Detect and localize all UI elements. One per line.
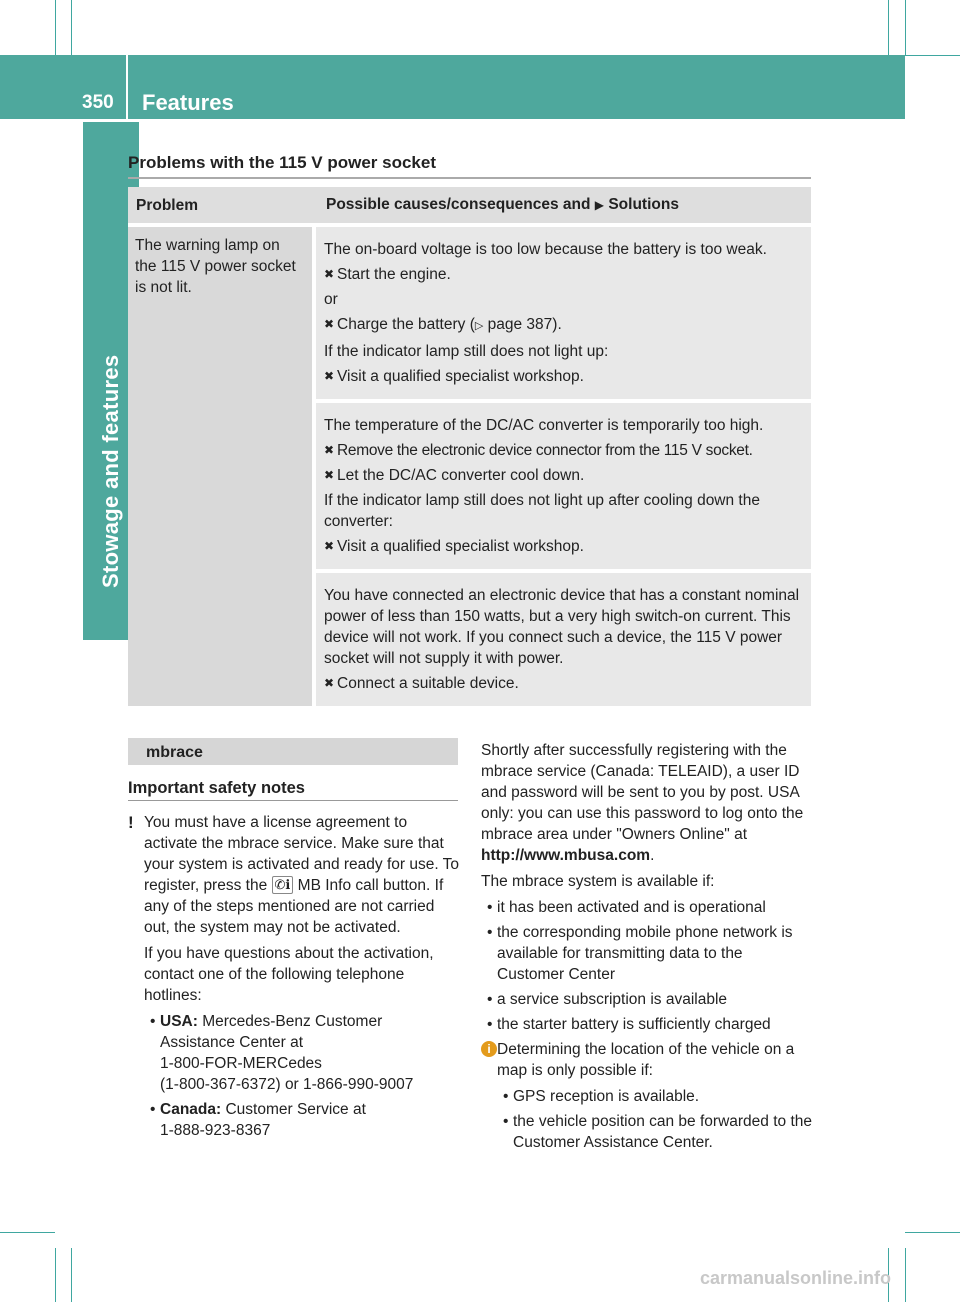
page-number: 350	[82, 92, 114, 113]
solution-block-2	[316, 399, 811, 569]
solution-block-3	[316, 569, 811, 706]
watermark: carmanualsonline.info	[700, 1268, 892, 1288]
header-bar	[0, 55, 905, 119]
list-item	[481, 989, 813, 1010]
or-text: or	[324, 291, 338, 308]
bullet-dot: •	[487, 991, 493, 1008]
chapter-title: Features	[142, 90, 234, 115]
mbrace-heading: mbrace	[146, 744, 203, 761]
step-text: Let the DC/AC converter cool down.	[337, 467, 585, 484]
step-item	[324, 314, 805, 337]
solution-block-1	[316, 227, 811, 399]
page-reference-link[interactable]: page 387).	[487, 316, 562, 333]
safety-rule	[128, 800, 458, 801]
arrow-icon: ✖	[324, 539, 335, 553]
crop-mark	[905, 1248, 906, 1302]
canada-label: Canada:	[160, 1101, 222, 1118]
bullet-text: GPS reception is available.	[513, 1088, 700, 1105]
list-item	[497, 1111, 813, 1153]
crop-mark	[55, 0, 56, 55]
problem-table	[128, 187, 811, 706]
usa-text: Mercedes-Benz Customer Assistance Center at	[160, 1013, 383, 1051]
crop-mark	[905, 1232, 960, 1233]
right-column	[481, 740, 813, 1157]
intro-text: Shortly after successfully registering with the mbrace service (Canada: TELEAID), a user ID and password will be sent to you by post. USA only: you can use this password to log onto the mbrace area under "Owners Online" at	[481, 742, 804, 843]
availability-text: The mbrace system is available if:	[481, 873, 715, 890]
crop-mark	[71, 1248, 72, 1302]
solutions-cell	[314, 225, 811, 706]
bullet-text: the vehicle position can be forwarded to the Customer Assistance Center.	[513, 1113, 812, 1151]
usa-label: USA:	[160, 1013, 198, 1030]
warning-text: You must have a license agreement to activate the mbrace service. Make sure that your system is activated and ready for use. To register, press the	[144, 814, 460, 894]
header-solutions-prefix: Possible causes/consequences and	[326, 196, 591, 213]
bullet-dot: •	[150, 1013, 156, 1030]
arrow-icon: ✖	[324, 267, 335, 281]
step-text: Remove the electronic device connector from the 115 V socket.	[337, 442, 753, 459]
cause-text: You have connected an electronic device that has a constant nominal power of less than 150 watts, but a very high switch-on current. This device will not work. If you connect such a device, the 115 V power socket will not supply it with power.	[324, 587, 800, 667]
info-icon: i	[481, 1041, 497, 1057]
crop-mark	[55, 1248, 56, 1302]
arrow-icon: ▶	[594, 198, 605, 212]
problem-line: The warning lamp on	[135, 237, 280, 254]
table-row	[128, 225, 811, 706]
crop-mark	[905, 55, 960, 56]
step-item	[324, 366, 805, 387]
arrow-icon: ✖	[324, 468, 335, 482]
step-text: Visit a qualified specialist workshop.	[337, 538, 584, 555]
canada-phone: 1-888-923-8367	[160, 1122, 271, 1139]
crop-mark	[71, 0, 72, 55]
intro-end: .	[650, 847, 655, 864]
page-ref-icon: ▷	[474, 320, 484, 332]
info-block	[481, 1039, 813, 1081]
problem-line: the 115 V power socket	[135, 258, 296, 275]
bullet-text: the corresponding mobile phone network is available for transmitting data to the Customer Center	[497, 924, 793, 983]
list-item	[144, 1011, 460, 1095]
list-item	[144, 1099, 460, 1141]
step-text: Connect a suitable device.	[337, 675, 519, 692]
table-header-row	[128, 187, 811, 225]
section-title: Problems with the 115 V power socket	[128, 153, 436, 172]
bullet-dot: •	[487, 899, 493, 916]
bullet-dot: •	[503, 1088, 509, 1105]
left-column	[128, 812, 460, 1145]
step-text: Charge the battery (	[337, 316, 475, 333]
problem-cell	[128, 225, 314, 706]
crop-mark	[0, 1232, 55, 1233]
list-item	[481, 1014, 813, 1035]
bullet-text: a service subscription is available	[497, 991, 728, 1008]
step-item	[324, 673, 805, 694]
step-item	[324, 440, 805, 461]
contact-text: If you have questions about the activation, contact one of the following telephone hotlines:	[144, 945, 434, 1004]
list-item	[481, 922, 813, 985]
bullet-dot: •	[503, 1113, 509, 1130]
arrow-icon: ✖	[324, 443, 335, 457]
step-item	[324, 536, 805, 557]
note-text: If the indicator lamp still does not light up after cooling down the converter:	[324, 492, 760, 530]
safety-notes-heading: Important safety notes	[128, 779, 305, 797]
phone-info-button-icon: ✆ℹ	[272, 876, 294, 894]
step-text: Start the engine.	[337, 266, 451, 283]
intro-paragraph	[481, 740, 813, 866]
arrow-icon: ✖	[324, 369, 335, 383]
arrow-icon: ✖	[324, 317, 335, 331]
list-item	[497, 1086, 813, 1107]
header-solutions	[314, 187, 811, 225]
arrow-icon: ✖	[324, 676, 335, 690]
crop-mark	[905, 0, 906, 55]
header-problem: Problem	[128, 187, 314, 225]
step-text: Visit a qualified specialist workshop.	[337, 368, 584, 385]
canada-text: Customer Service at	[225, 1101, 366, 1118]
cause-text: The temperature of the DC/AC converter is temporarily too high.	[324, 417, 764, 434]
side-tab-label: Stowage and features	[98, 354, 123, 588]
warning-icon: !	[128, 813, 134, 832]
problem-line: is not lit.	[135, 279, 192, 296]
usa-phone: (1-800-367-6372) or 1-866-990-9007	[160, 1076, 414, 1093]
step-item	[324, 264, 805, 285]
bullet-dot: •	[487, 924, 493, 941]
info-text: Determining the location of the vehicle on a map is only possible if:	[497, 1041, 795, 1079]
warning-block	[128, 812, 460, 938]
step-item	[324, 465, 805, 486]
bullet-dot: •	[487, 1016, 493, 1033]
warning-text-cont: MB Info call button. If any of the steps mentioned are not carried out, the system may not be activated.	[144, 877, 444, 936]
usa-phone: 1-800-FOR-MERCedes	[160, 1055, 322, 1072]
bullet-text: the starter battery is sufficiently charged	[497, 1016, 771, 1033]
section-rule	[128, 177, 811, 179]
cause-text: The on-board voltage is too low because the battery is too weak.	[324, 241, 767, 258]
note-text: If the indicator lamp still does not light up:	[324, 343, 609, 360]
bullet-text: it has been activated and is operational	[497, 899, 766, 916]
list-item	[481, 897, 813, 918]
crop-mark	[888, 0, 889, 55]
bullet-dot: •	[150, 1101, 156, 1118]
header-solutions-suffix: Solutions	[608, 196, 679, 213]
mbusa-link[interactable]: http://www.mbusa.com	[481, 847, 651, 864]
header-divider	[126, 55, 128, 119]
